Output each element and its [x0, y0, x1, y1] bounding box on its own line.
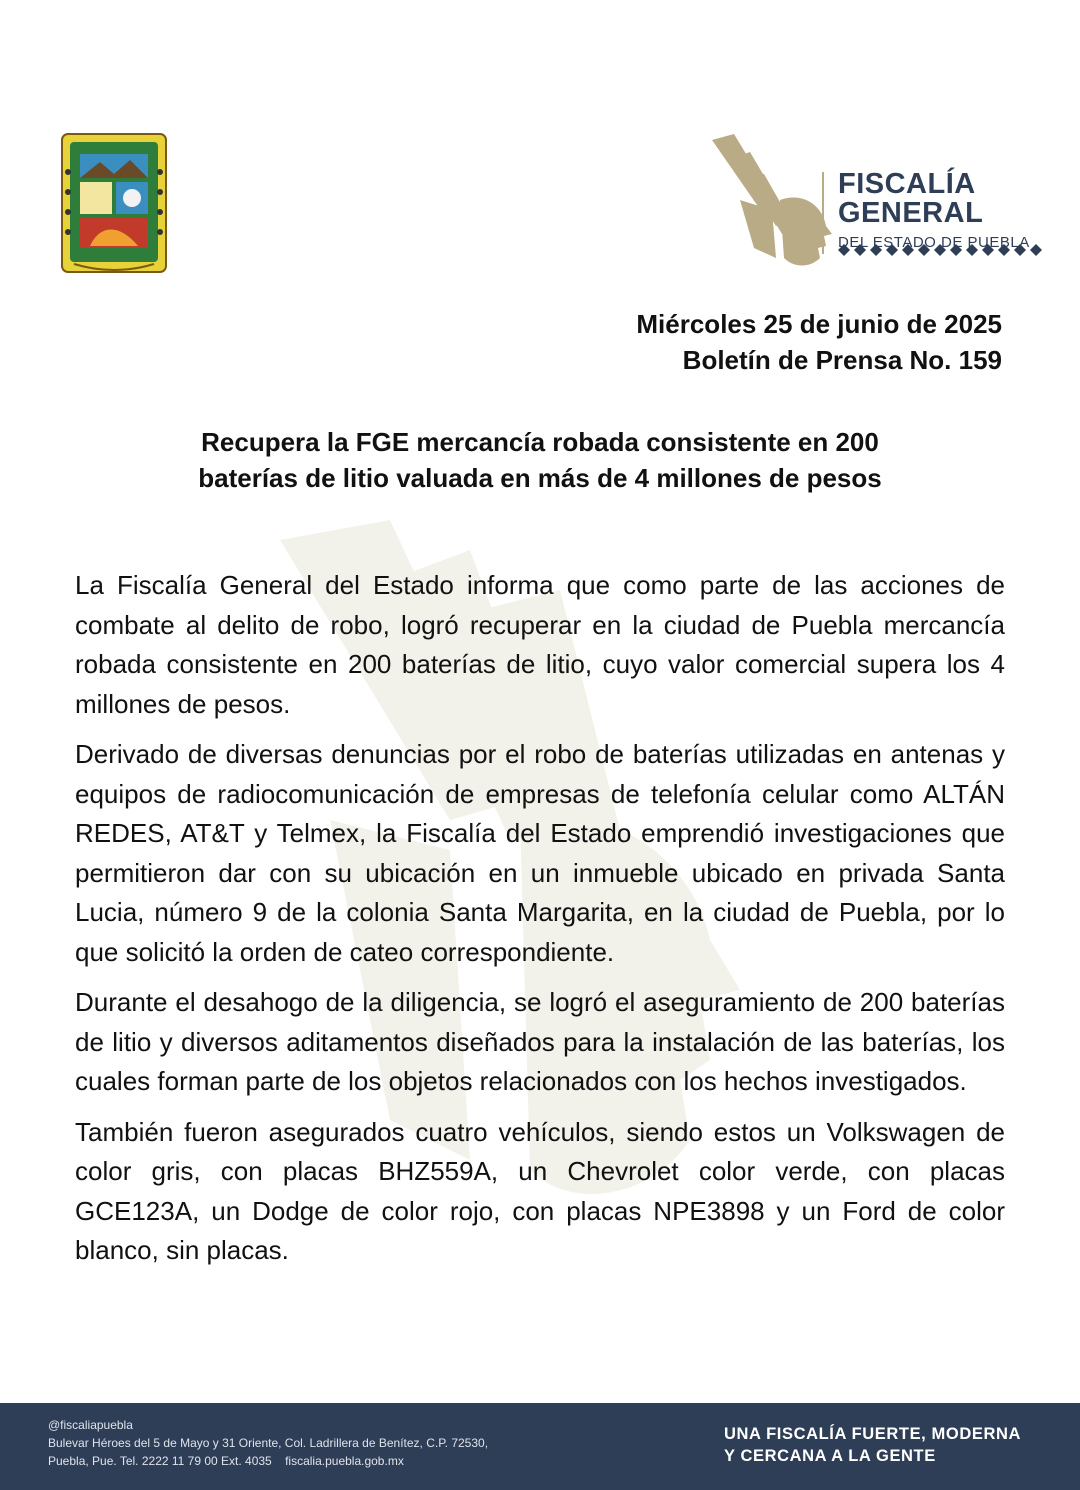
headline-line-2: baterías de litio valuada en más de 4 millones de pesos [198, 463, 882, 493]
footer-social-handle: @fiscaliapuebla [48, 1418, 133, 1432]
bulletin-meta [636, 306, 1002, 378]
logo-line-fiscalia: FISCALÍA [838, 168, 976, 200]
body-paragraph-4: También fueron asegurados cuatro vehículos, siendo estos un Volkswagen de color gris, con placas BHZ559A, un Chevrolet color verde, con placas GCE123A, un Dodge de color rojo, con placas NPE3898 y un Ford de color blanco, sin placas. [75, 1116, 1005, 1265]
body-paragraph-2: Derivado de diversas denuncias por el robo de baterías utilizadas en antenas y equipos de radiocomunicación de empresas de telefonía celular como ALTÁN REDES, AT&T y Telmex, la Fiscalía del Estado emprendió investigaciones que permitieron dar con su ubicación en un inmueble ubicado en privada Santa Lucia, número 9 de la colonia Santa Margarita, en la ciudad de Puebla, por lo que solicitó la orden de cateo correspondiente. [75, 739, 1005, 967]
logo-divider [822, 172, 824, 254]
footer-address-line-2 [48, 1452, 488, 1470]
bulletin-number: Boletín de Prensa No. 159 [682, 345, 1002, 375]
logo-wordmark [838, 170, 1030, 251]
logo-line-estado: DEL ESTADO DE PUEBLA [838, 234, 1030, 251]
state-crest-icon [60, 132, 168, 274]
press-body [75, 566, 1005, 1282]
bulletin-date: Miércoles 25 de junio de 2025 [636, 309, 1002, 339]
logo-line-general: GENERAL [838, 197, 984, 229]
footer-address-line-1: Bulevar Héroes del 5 de Mayo y 31 Oriente, Col. Ladrillera de Benítez, C.P. 72530, [48, 1436, 489, 1450]
footer-phone: Puebla, Pue. Tel. 2222 11 79 00 Ext. 4035 [48, 1454, 272, 1468]
footer-slogan-line-2: Y CERCANA A LA GENTE [724, 1447, 936, 1465]
footer-website: fiscalia.puebla.gob.mx [285, 1454, 404, 1468]
footer-bar [0, 1403, 1080, 1490]
body-paragraph-3: Durante el desahogo de la diligencia, se logró el aseguramiento de 200 baterías de litio y diversos aditamentos diseñados para la instalación de las baterías, los cuales forman parte de los objetos relacionados con los hechos investigados. [75, 987, 1005, 1096]
footer-slogan-line-1: UNA FISCALÍA FUERTE, MODERNA [724, 1425, 1021, 1443]
footer-slogan [724, 1423, 1021, 1467]
footer-contact [48, 1416, 488, 1470]
headline-line-1: Recupera la FGE mercancía robada consistente en 200 [201, 427, 879, 457]
body-paragraph-1: La Fiscalía General del Estado informa que como parte de las acciones de combate al delito de robo, logró recuperar en la ciudad de Puebla mercancía robada consistente en 200 baterías de litio, cuyo valor comercial supera los 4 millones de pesos. [75, 570, 1005, 719]
press-headline [80, 424, 1000, 496]
